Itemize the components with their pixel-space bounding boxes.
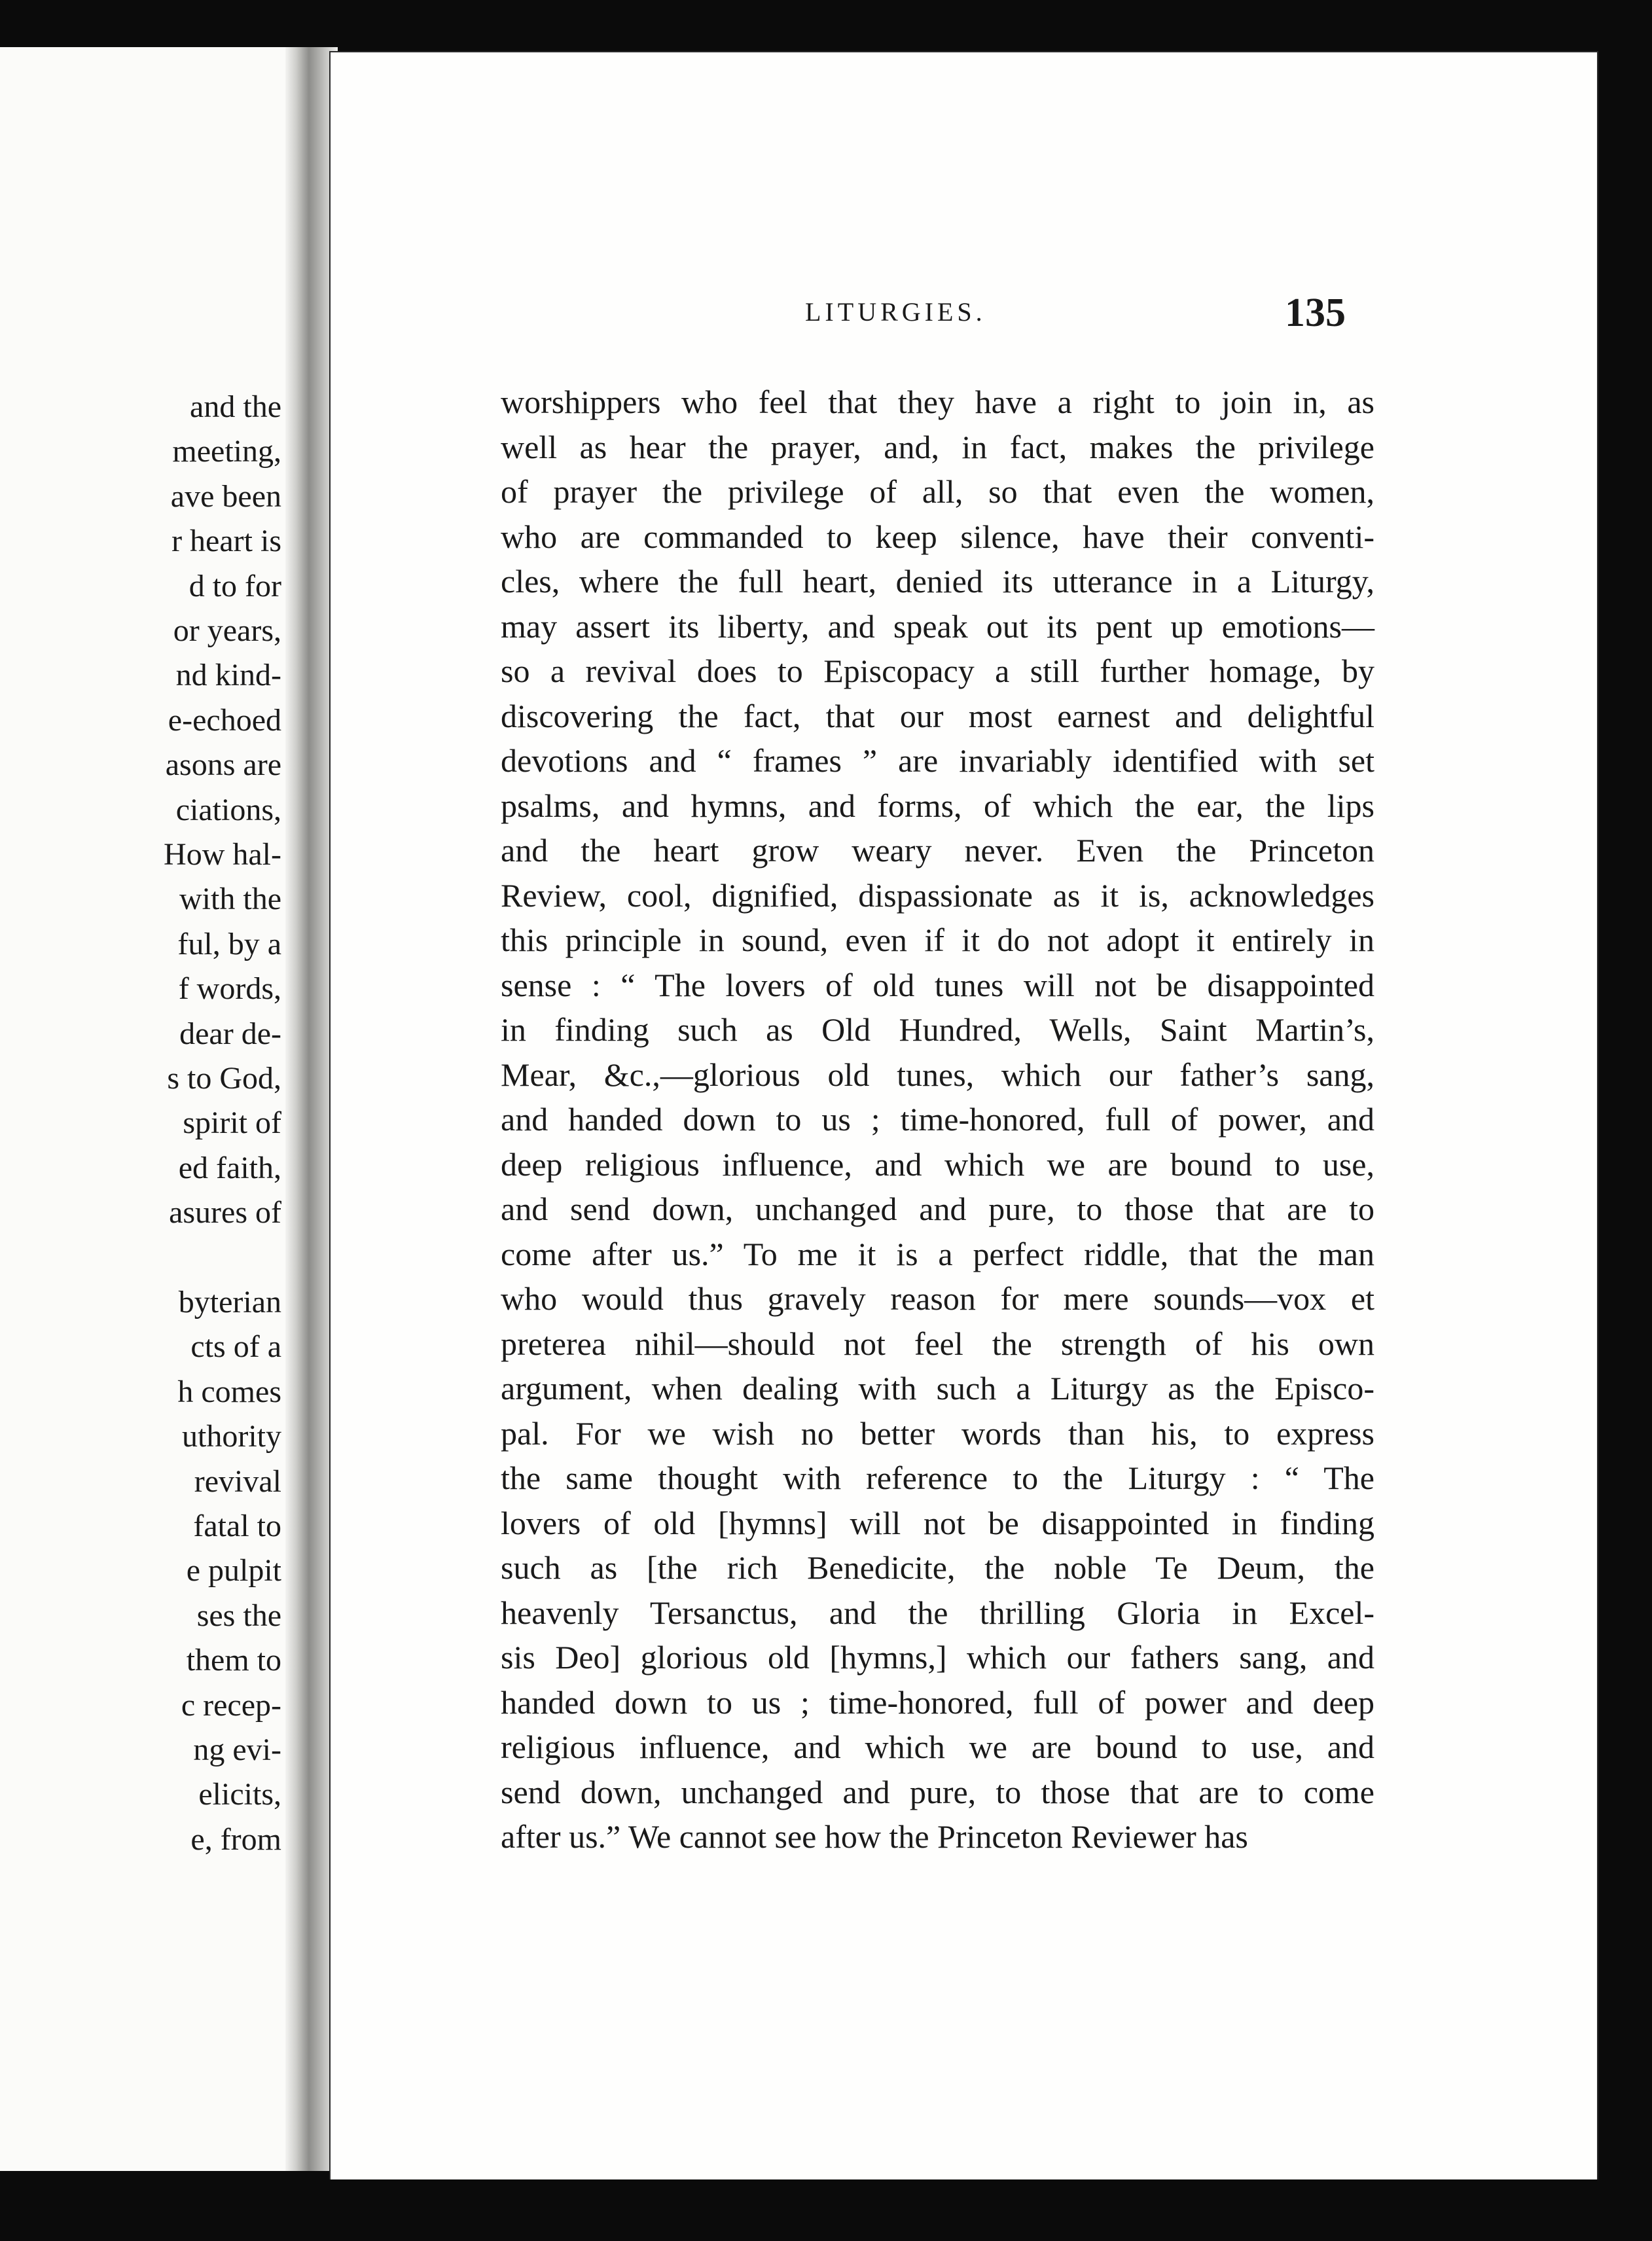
left-page-line: ave been (170, 478, 281, 514)
text-line: after us.” We cannot see how the Princeton Reviewer has (501, 1818, 1248, 1855)
left-page-line: nd kind- (175, 658, 281, 693)
left-page-line: ed faith, (178, 1150, 281, 1185)
left-page-line: ses the (196, 1598, 281, 1633)
left-page-line: dear de- (179, 1016, 281, 1051)
left-page-line: s to God, (167, 1061, 281, 1096)
text-line: who are commanded to keep silence, have their conventi- (501, 518, 1374, 555)
left-page-line: elicits, (198, 1777, 281, 1812)
left-page-line: e pulpit (186, 1553, 281, 1588)
text-line: so a revival does to Episcopacy a still further homage, by (501, 653, 1374, 689)
book-gutter (285, 47, 338, 2171)
page-number: 135 (1285, 291, 1346, 335)
text-line: discovering the fact, that our most earnest and delightful (501, 697, 1374, 734)
left-page-line: and the (190, 389, 281, 424)
body-text (501, 380, 1374, 1859)
text-line: come after us.” To me it is a perfect riddle, that the man (501, 1235, 1374, 1272)
left-page-line: r heart is (171, 524, 281, 559)
text-line: argument, when dealing with such a Liturgy as the Episco- (501, 1370, 1374, 1407)
text-line: deep religious influence, and which we are bound to use, (501, 1145, 1374, 1183)
left-page-line: them to (186, 1643, 281, 1678)
text-line: who would thus gravely reason for mere sounds—vox et (501, 1280, 1374, 1317)
text-line: lovers of old [hymns] will not be disappointed in finding (501, 1504, 1374, 1541)
text-line: preterea nihil—should not feel the strength of his own (501, 1325, 1374, 1362)
text-line: sis Deo] glorious old [hymns,] which our fathers sang, and (501, 1639, 1374, 1676)
text-line: sense : “ The lovers of old tunes will not be disappointed (501, 966, 1374, 1003)
text-line: Review, cool, dignified, dispassionate as it is, acknowledges (501, 876, 1374, 914)
text-line: of prayer the privilege of all, so that even the women, (501, 473, 1374, 510)
left-page-line: revival (194, 1463, 281, 1499)
text-line: pal. For we wish no better words than his, to express (501, 1414, 1374, 1452)
left-page-line: fatal to (193, 1509, 281, 1543)
left-page-line: asons are (165, 747, 281, 783)
text-line: such as [the rich Benedicite, the noble Te Deum, the (501, 1549, 1374, 1586)
left-page-line: d to for (189, 568, 281, 603)
text-line: and the heart grow weary never. Even the Princeton (501, 832, 1374, 869)
text-line: psalms, and hymns, and forms, of which the ear, the lips (501, 787, 1374, 824)
left-page-line: byterian (178, 1285, 281, 1319)
left-page-line: uthority (182, 1419, 281, 1454)
text-line: religious influence, and which we are bound to use, and (501, 1729, 1374, 1765)
left-page-line: with the (179, 882, 281, 917)
text-line: worshippers who feel that they have a right to join in, as (501, 384, 1374, 420)
left-page-line: f words, (178, 971, 281, 1007)
text-line: handed down to us ; time-honored, full of power and deep (501, 1683, 1374, 1721)
text-line: in finding such as Old Hundred, Wells, Saint Martin’s, (501, 1011, 1374, 1048)
text-line: devotions and “ frames ” are invariably identified with set (501, 742, 1374, 779)
left-page-line: cts of a (190, 1329, 281, 1365)
text-line: this principle in sound, even if it do not adopt it entirely in (501, 922, 1374, 958)
running-head: LITURGIES. (805, 297, 986, 327)
left-page-line: c recep- (181, 1687, 281, 1723)
left-page-line: e-echoed (168, 702, 281, 738)
left-page-line: e, from (190, 1821, 281, 1857)
text-line: and handed down to us ; time-honored, full of power, and (501, 1101, 1374, 1138)
left-page-line: ciations, (175, 792, 281, 827)
left-page-line: spirit of (183, 1105, 281, 1141)
left-page-line: h comes (177, 1374, 281, 1409)
left-page-line: asures of (169, 1195, 281, 1230)
left-page-line: meeting, (172, 434, 281, 469)
text-line: well as hear the prayer, and, in fact, makes the privilege (501, 428, 1374, 465)
left-page-line: or years, (173, 613, 281, 648)
text-line: cles, where the full heart, denied its utterance in a Liturgy, (501, 563, 1374, 600)
text-line: the same thought with reference to the Liturgy : “ The (501, 1460, 1374, 1496)
left-page-line: ng evi- (193, 1732, 281, 1767)
left-facing-page (0, 47, 298, 2171)
left-page-line: How hal- (164, 837, 281, 872)
text-line: and send down, unchanged and pure, to those that are to (501, 1191, 1374, 1227)
text-line: Mear, &c.,—glorious old tunes, which our father’s sang, (501, 1056, 1374, 1093)
scan-border (0, 2179, 1652, 2241)
left-page-line: ful, by a (177, 926, 281, 961)
text-line: may assert its liberty, and speak out its pent up emotions— (501, 607, 1374, 645)
text-line: send down, unchanged and pure, to those that are to come (501, 1773, 1374, 1810)
text-line: heavenly Tersanctus, and the thrilling Gloria in Excel- (501, 1594, 1374, 1631)
